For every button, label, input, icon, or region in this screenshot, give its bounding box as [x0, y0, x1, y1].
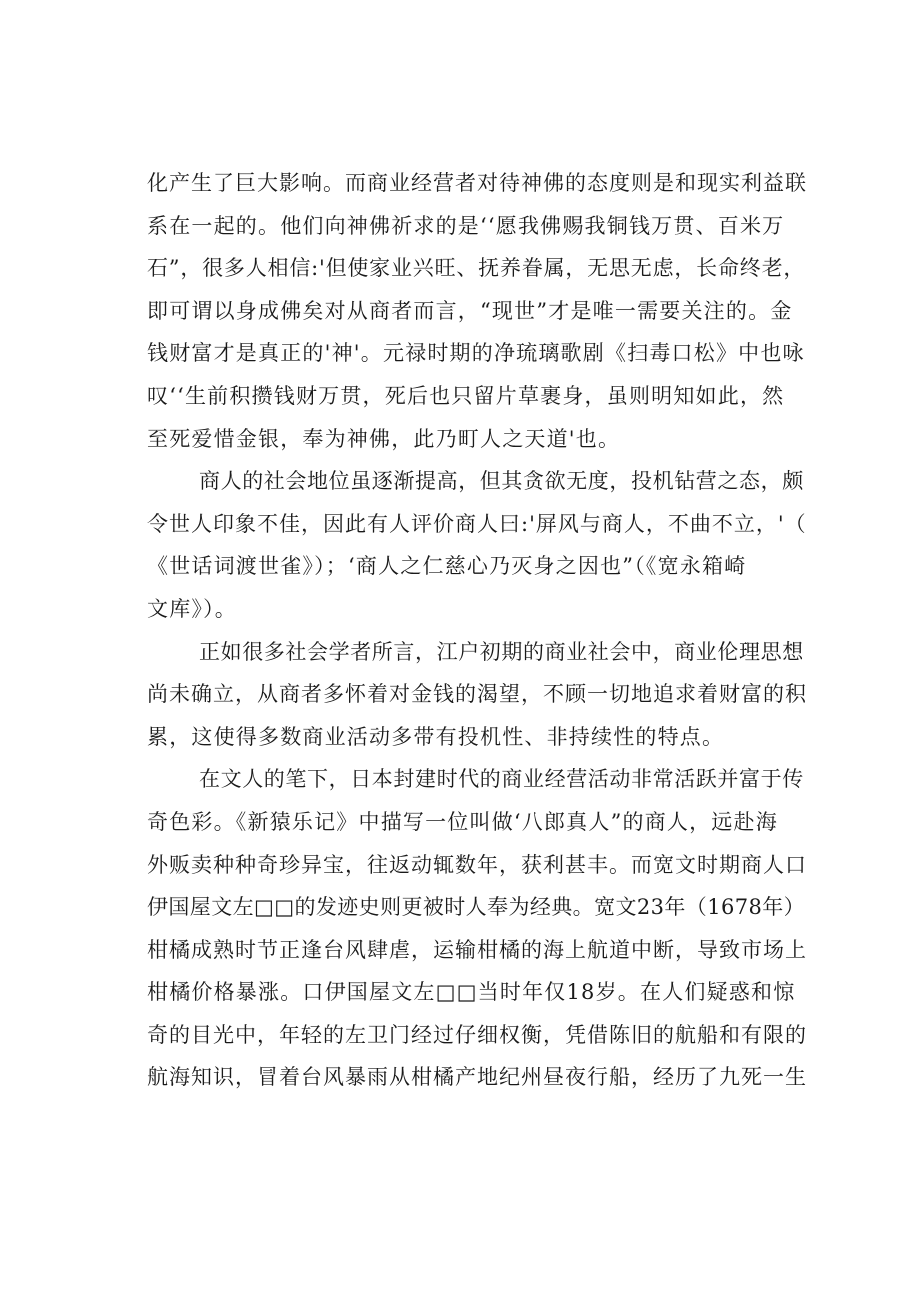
- text-line: 柑橘成熟时节正逢台风肆虐，运输柑橘的海上航道中断，导致市场上: [147, 937, 807, 962]
- text-line: 外贩卖种种奇珍异宝，往返动辄数年，获利甚丰。而宽文时期商人口: [147, 852, 807, 877]
- text-line: 累，这使得多数商业活动多带有投机性、非持续性的特点。: [147, 724, 725, 749]
- text-line: 钱财富才是真正的'神'。元禄时期的净琉璃歌剧《扫毒口松》中也咏: [147, 341, 805, 366]
- text-line: 石”，很多人相信:'但使家业兴旺、抚养眷属，无思无虑，长命终老，: [147, 256, 806, 281]
- body-text: [147, 162, 807, 1099]
- text-line: 令世人印象不佳，因此有人评价商人曰:'屏风与商人，不曲不立，'（: [147, 511, 807, 536]
- text-line: 叹‘‘生前积攒钱财万贯，死后也只留片草裹身，虽则明知如此，然: [147, 383, 785, 408]
- text-line: 伊国屋文左□□的发迹史则更被时人奉为经典。宽文23年（1678年）: [147, 895, 806, 920]
- text-line: 奇色彩。《新猿乐记》中描写一位叫做‘八郎真人”的商人，远赴海: [147, 809, 778, 834]
- paragraph-start-line: 在文人的笔下，日本封建时代的商业经营活动非常活跃并富于传: [199, 767, 804, 792]
- paragraph-start-line: 商人的社会地位虽逐渐提高，但其贪欲无度，投机钻营之态，颇: [199, 469, 804, 494]
- paragraph-start-line: 正如很多社会学者所言，江户初期的商业社会中，商业伦理思想: [199, 639, 804, 664]
- text-line: 《世话词渡世雀》）；‘商人之仁慈心乃灭身之因也”（《宽永箱崎: [147, 554, 747, 579]
- text-line: 尚未确立，从商者多怀着对金钱的渴望，不顾一切地追求着财富的积: [147, 682, 807, 707]
- text-line: 奇的目光中，年轻的左卫门经过仔细权衡，凭借陈旧的航船和有限的: [147, 1022, 807, 1047]
- text-line: 即可谓以身成佛矣对从商者而言，“现世”才是唯一需要关注的。金: [147, 298, 793, 323]
- text-line: 航海知识，冒着台风暴雨从柑橘产地纪州昼夜行船，经历了九死一生: [147, 1065, 807, 1090]
- text-line: 至死爱惜金银，奉为神佛，此乃町人之天道'也。: [147, 426, 621, 451]
- text-line: 柑橘价格暴涨。口伊国屋文左□□当时年仅18岁。在人们疑惑和惊: [147, 980, 796, 1005]
- text-line: 系在一起的。他们向神佛祈求的是‘‘愿我佛赐我铜钱万贯、百米万: [147, 213, 785, 238]
- text-line: 文库》）。: [147, 596, 237, 621]
- text-line: 化产生了巨大影响。而商业经营者对待神佛的态度则是和现实利益联: [147, 171, 807, 195]
